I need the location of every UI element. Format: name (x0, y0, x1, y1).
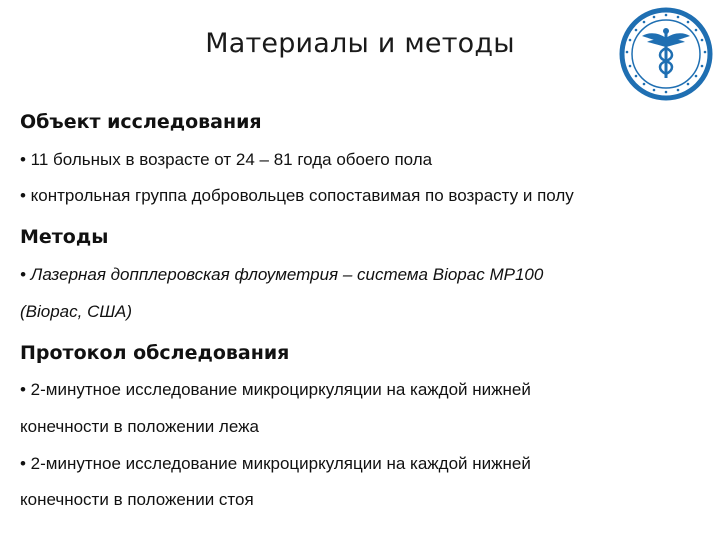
bullet-continuation: конечности в положении стоя (20, 490, 254, 509)
caduceus-emblem-icon (618, 6, 714, 102)
section-heading-protocol: Протокол обследования (20, 342, 290, 364)
bullet-continuation: конечности в положении лежа (20, 417, 259, 436)
bullet-line: • 2-минутное исследование микроциркуляции на каждой нижней (20, 380, 531, 399)
bullet-line: • Лазерная допплеровская флоуметрия – система Biopac MP100 (20, 265, 544, 284)
section-heading-subject: Объект исследования (20, 111, 262, 133)
bullet-line: • контрольная группа добровольцев сопоставимая по возрасту и полу (20, 186, 574, 205)
bullet-line: • 2-минутное исследование микроциркуляции на каждой нижней (20, 454, 531, 473)
bullet-line: • 11 больных в возрасте от 24 – 81 года обоего пола (20, 150, 433, 169)
bullet-continuation: (Biopac, США) (20, 302, 133, 321)
slide-title: Материалы и методы (205, 28, 515, 59)
section-heading-methods: Методы (20, 226, 109, 248)
